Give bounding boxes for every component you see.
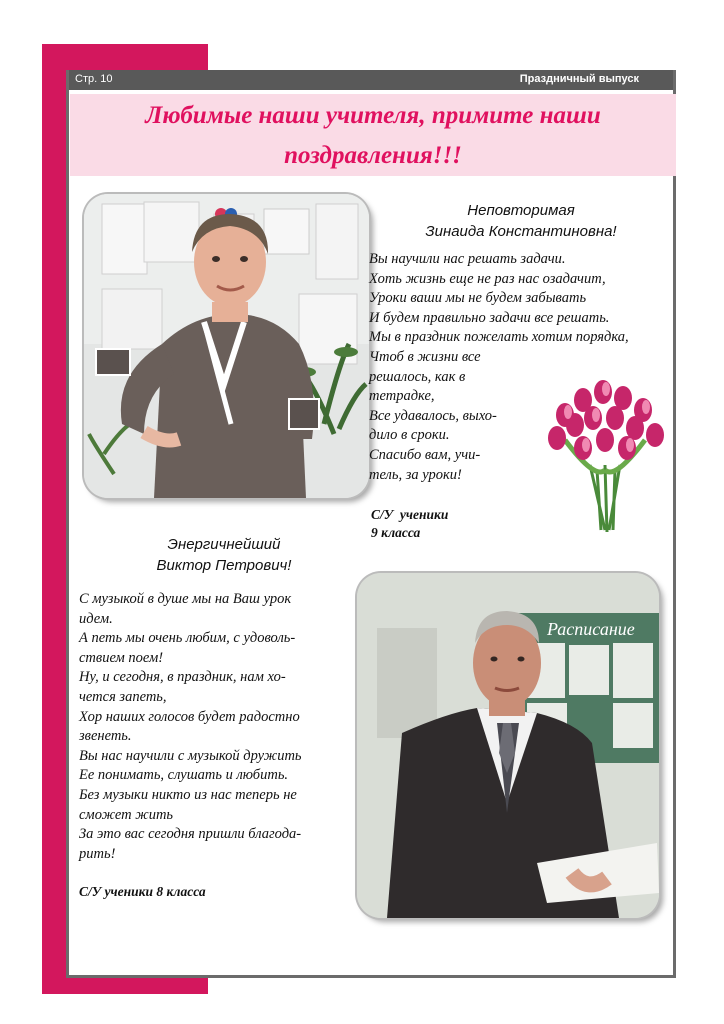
teacher-photo-1 [84, 194, 369, 498]
tulip-bouquet-image [535, 370, 675, 540]
newsletter-page [66, 70, 676, 978]
teacher-1-heading-line-1: Неповторимая [467, 202, 575, 219]
teacher-2-heading-line-2: Виктор Петрович! [156, 557, 292, 574]
teacher-2-poem: С музыкой в душе мы на Ваш урок идем. А петь мы очень любим, с удоволь- ствием поем! Ну, и сегодня, в праздник, нам хо- чется запеть, Хор наших голосов будет радостно звенеть. Вы нас научили с музыкой дружить Ее понимать, слушать и любить. Без музыки никто из нас теперь не сможет жить За это вас сегодня пришли благода- рить! [79, 591, 302, 862]
teacher-2-heading [89, 534, 359, 576]
teacher-1-heading-line-2: Зинаида Константиновна! [425, 223, 617, 240]
teacher-2-heading-line-1: Энергичнейший [167, 536, 281, 553]
classroom-sign-text: Расписание [547, 619, 635, 639]
page-header [69, 70, 673, 90]
teacher-1-heading [371, 200, 671, 242]
issue-title: Праздничный выпуск [519, 73, 639, 85]
teacher-1-poem: Вы научили нас решать задачи. Хоть жизнь еще не раз нас озадачит, Уроки ваши мы не будем забывать И будем правильно задачи все решать. Мы в праздник пожелать хотим порядка, Чтоб в жизни все решалось, как в тетрадке, Все удавалось, выхо- дило в сроки. Спасибо вам, учи- тель, за уроки! [369, 251, 629, 483]
teacher-1-signature: С/У ученики 9 класса [371, 507, 449, 540]
title-line-1: Любимые наши учителя, примите наши [145, 102, 601, 129]
page-title [70, 94, 676, 176]
page-number: Стр. 10 [75, 73, 113, 85]
teacher-photo-2 [357, 573, 659, 918]
title-line-2: поздравления!!! [284, 142, 462, 169]
teacher-2-signature: С/У ученики 8 класса [79, 884, 206, 899]
